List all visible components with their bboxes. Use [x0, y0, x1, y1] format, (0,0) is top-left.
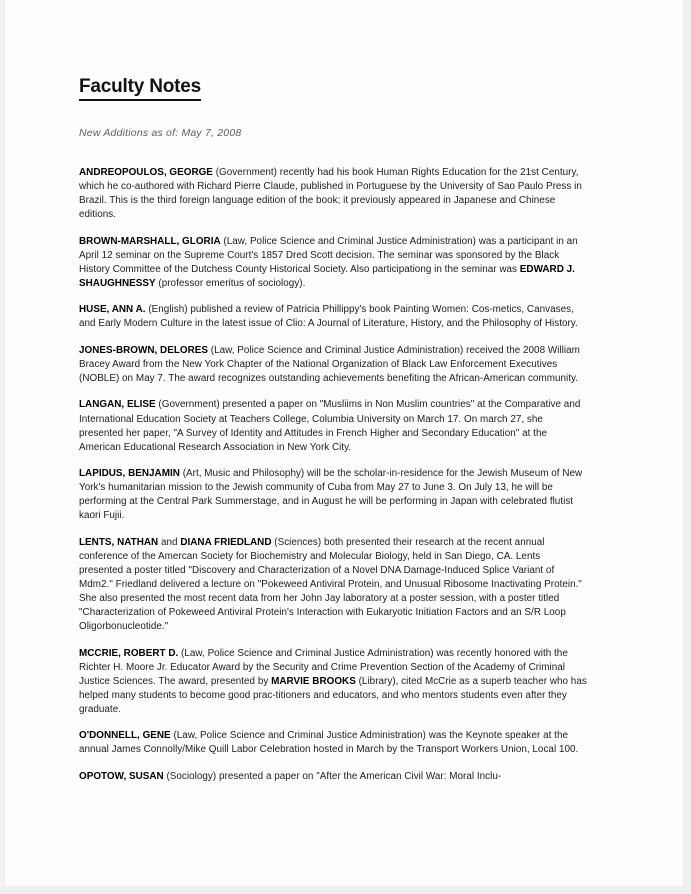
document-page: [4, 0, 683, 886]
faculty-name: MCCRIE, ROBERT D.: [79, 647, 179, 659]
page-edge-right: [683, 0, 691, 886]
faculty-name: LAPIDUS, BENJAMIN: [79, 468, 180, 480]
faculty-note-text: (Government) presented a paper on "Musliims in Non Muslim countries" at the Comparative and International Education Society at Teachers College, Columbia University on March 17. On march 27, she presented her paper, "A Survey of Identity and Attitudes in French Higher and Secondary Education" at the American Educational Research Association in New York City.: [79, 399, 581, 453]
faculty-name-secondary: MARVIE BROOKS: [271, 675, 356, 687]
faculty-name: ANDREOPOULOS, GEORGE: [79, 166, 213, 178]
faculty-note-text-continued: (Sciences) both presented their research at the recent annual conference of the Amercan Society for Biochemistry and Molecular Biology, held in San Diego, CA. Lents presented a poster titled "Discovery and Characterization of a Novel DNA Damage-Induced Splice Variant of Mdm2." Friedland delivered a lecture on "Pokeweed Antiviral Protein, and Unusual Ribosome Inactivating Protein." She also presented the most recent data from her John Jay laboratory at a poster session, with a poster titled "Characterization of Pokeweed Antiviral Protein's Interaction with Eukaryotic Initiation Factors and an S/R Loop Oligorbonucleotide.": [79, 536, 582, 633]
faculty-note-entry: [79, 398, 587, 454]
faculty-note-entry: [79, 647, 587, 717]
faculty-name: JONES-BROWN, DELORES: [79, 344, 208, 356]
faculty-note-text: (Law, Police Science and Criminal Justice Administration) received the 2008 William Bracey Award from the New York Chapter of the National Organization of Black Law Enforcement Executives (NOBLE) on May 7. The award recognizes outstanding achievements benefiting the African-American community.: [79, 344, 580, 384]
faculty-note-text-continued: (professor emeritus of sociology).: [155, 277, 306, 289]
page-edge-bottom: [0, 886, 691, 894]
faculty-note-text: (Law, Police Science and Criminal Justice Administration) was a participant in an April 12 seminar on the Supreme Court's 1857 Dred Scott decision. The seminar was sponsored by the Black History Committee of the Dutchess County Historical Society. Also participationg in the seminar was: [79, 235, 578, 275]
faculty-note-entry: [79, 303, 587, 331]
faculty-note-text-continued: (Library), cited McCrie as a superb teacher who has helped many students to become good prac-titioners and educators, and who mentors students even after they graduate.: [79, 675, 587, 715]
faculty-note-entry: [79, 729, 587, 757]
faculty-name: HUSE, ANN A.: [79, 304, 146, 316]
faculty-note-text: (Law, Police Science and Criminal Justice Administration) was the Keynote speaker at the annual James Connolly/Mike Quill Labor Celebration hosted in March by the Transport Workers Union, Local 100.: [79, 730, 579, 756]
faculty-note-entry: [79, 536, 587, 634]
faculty-note-text: (Art, Music and Philosophy) will be the scholar-in-residence for the Jewish Museum of New York's humanitarian mission to the Jewish community of Cuba from May 27 to June 3. On July 13, he will be performing at the Central Park Summerstage, and in August he will be performing in Japan with celebrated flutist kaori Fujii.: [79, 468, 583, 522]
faculty-name-secondary: EDWARD J. SHAUGHNESSY: [79, 263, 575, 289]
document-content: [79, 76, 587, 784]
faculty-name: LANGAN, ELISE: [79, 399, 156, 411]
faculty-name: BROWN-MARSHALL, GLORIA: [79, 235, 221, 247]
page-title: Faculty Notes: [79, 76, 201, 101]
faculty-name-secondary: DIANA FRIEDLAND: [180, 536, 272, 548]
document-subtitle: New Additions as of: May 7, 2008: [79, 126, 242, 139]
faculty-note-text: and: [158, 536, 181, 548]
faculty-note-text: (Sociology) presented a paper on "After the American Civil War: Moral Inclu-: [163, 770, 502, 782]
faculty-note-entry: [79, 166, 587, 222]
faculty-note-entry: [79, 235, 587, 291]
faculty-note-entry: [79, 344, 587, 386]
faculty-note-text: (English) published a review of Patricia Phillippy's book Painting Women: Cos-metics, Canvases, and Early Modern Culture in the latest issue of Clio: A Journal of Literature, History, and the Philosophy of History.: [79, 304, 578, 330]
faculty-name: OPOTOW, SUSAN: [79, 770, 164, 782]
faculty-notes-list: [79, 166, 587, 784]
faculty-note-text: (Law, Police Science and Criminal Justice Administration) was recently honored with the Richter H. Moore Jr. Educator Award by the Security and Crime Prevention Section of the Academy of Criminal Justice Sciences. The award, presented by: [79, 647, 568, 687]
faculty-name: LENTS, NATHAN: [79, 536, 159, 548]
faculty-note-entry: [79, 770, 587, 784]
faculty-note-entry: [79, 467, 587, 523]
faculty-note-text: (Government) recently had his book Human Rights Education for the 21st Century, which he co-authored with Richard Pierre Claude, published in Portuguese by the University of Sao Paulo Press in Brazil. This is the third foreign language edition of the book; it previously appeared in Japanese and Chinese editions.: [79, 166, 582, 220]
faculty-name: O'DONNELL, GENE: [79, 730, 171, 742]
